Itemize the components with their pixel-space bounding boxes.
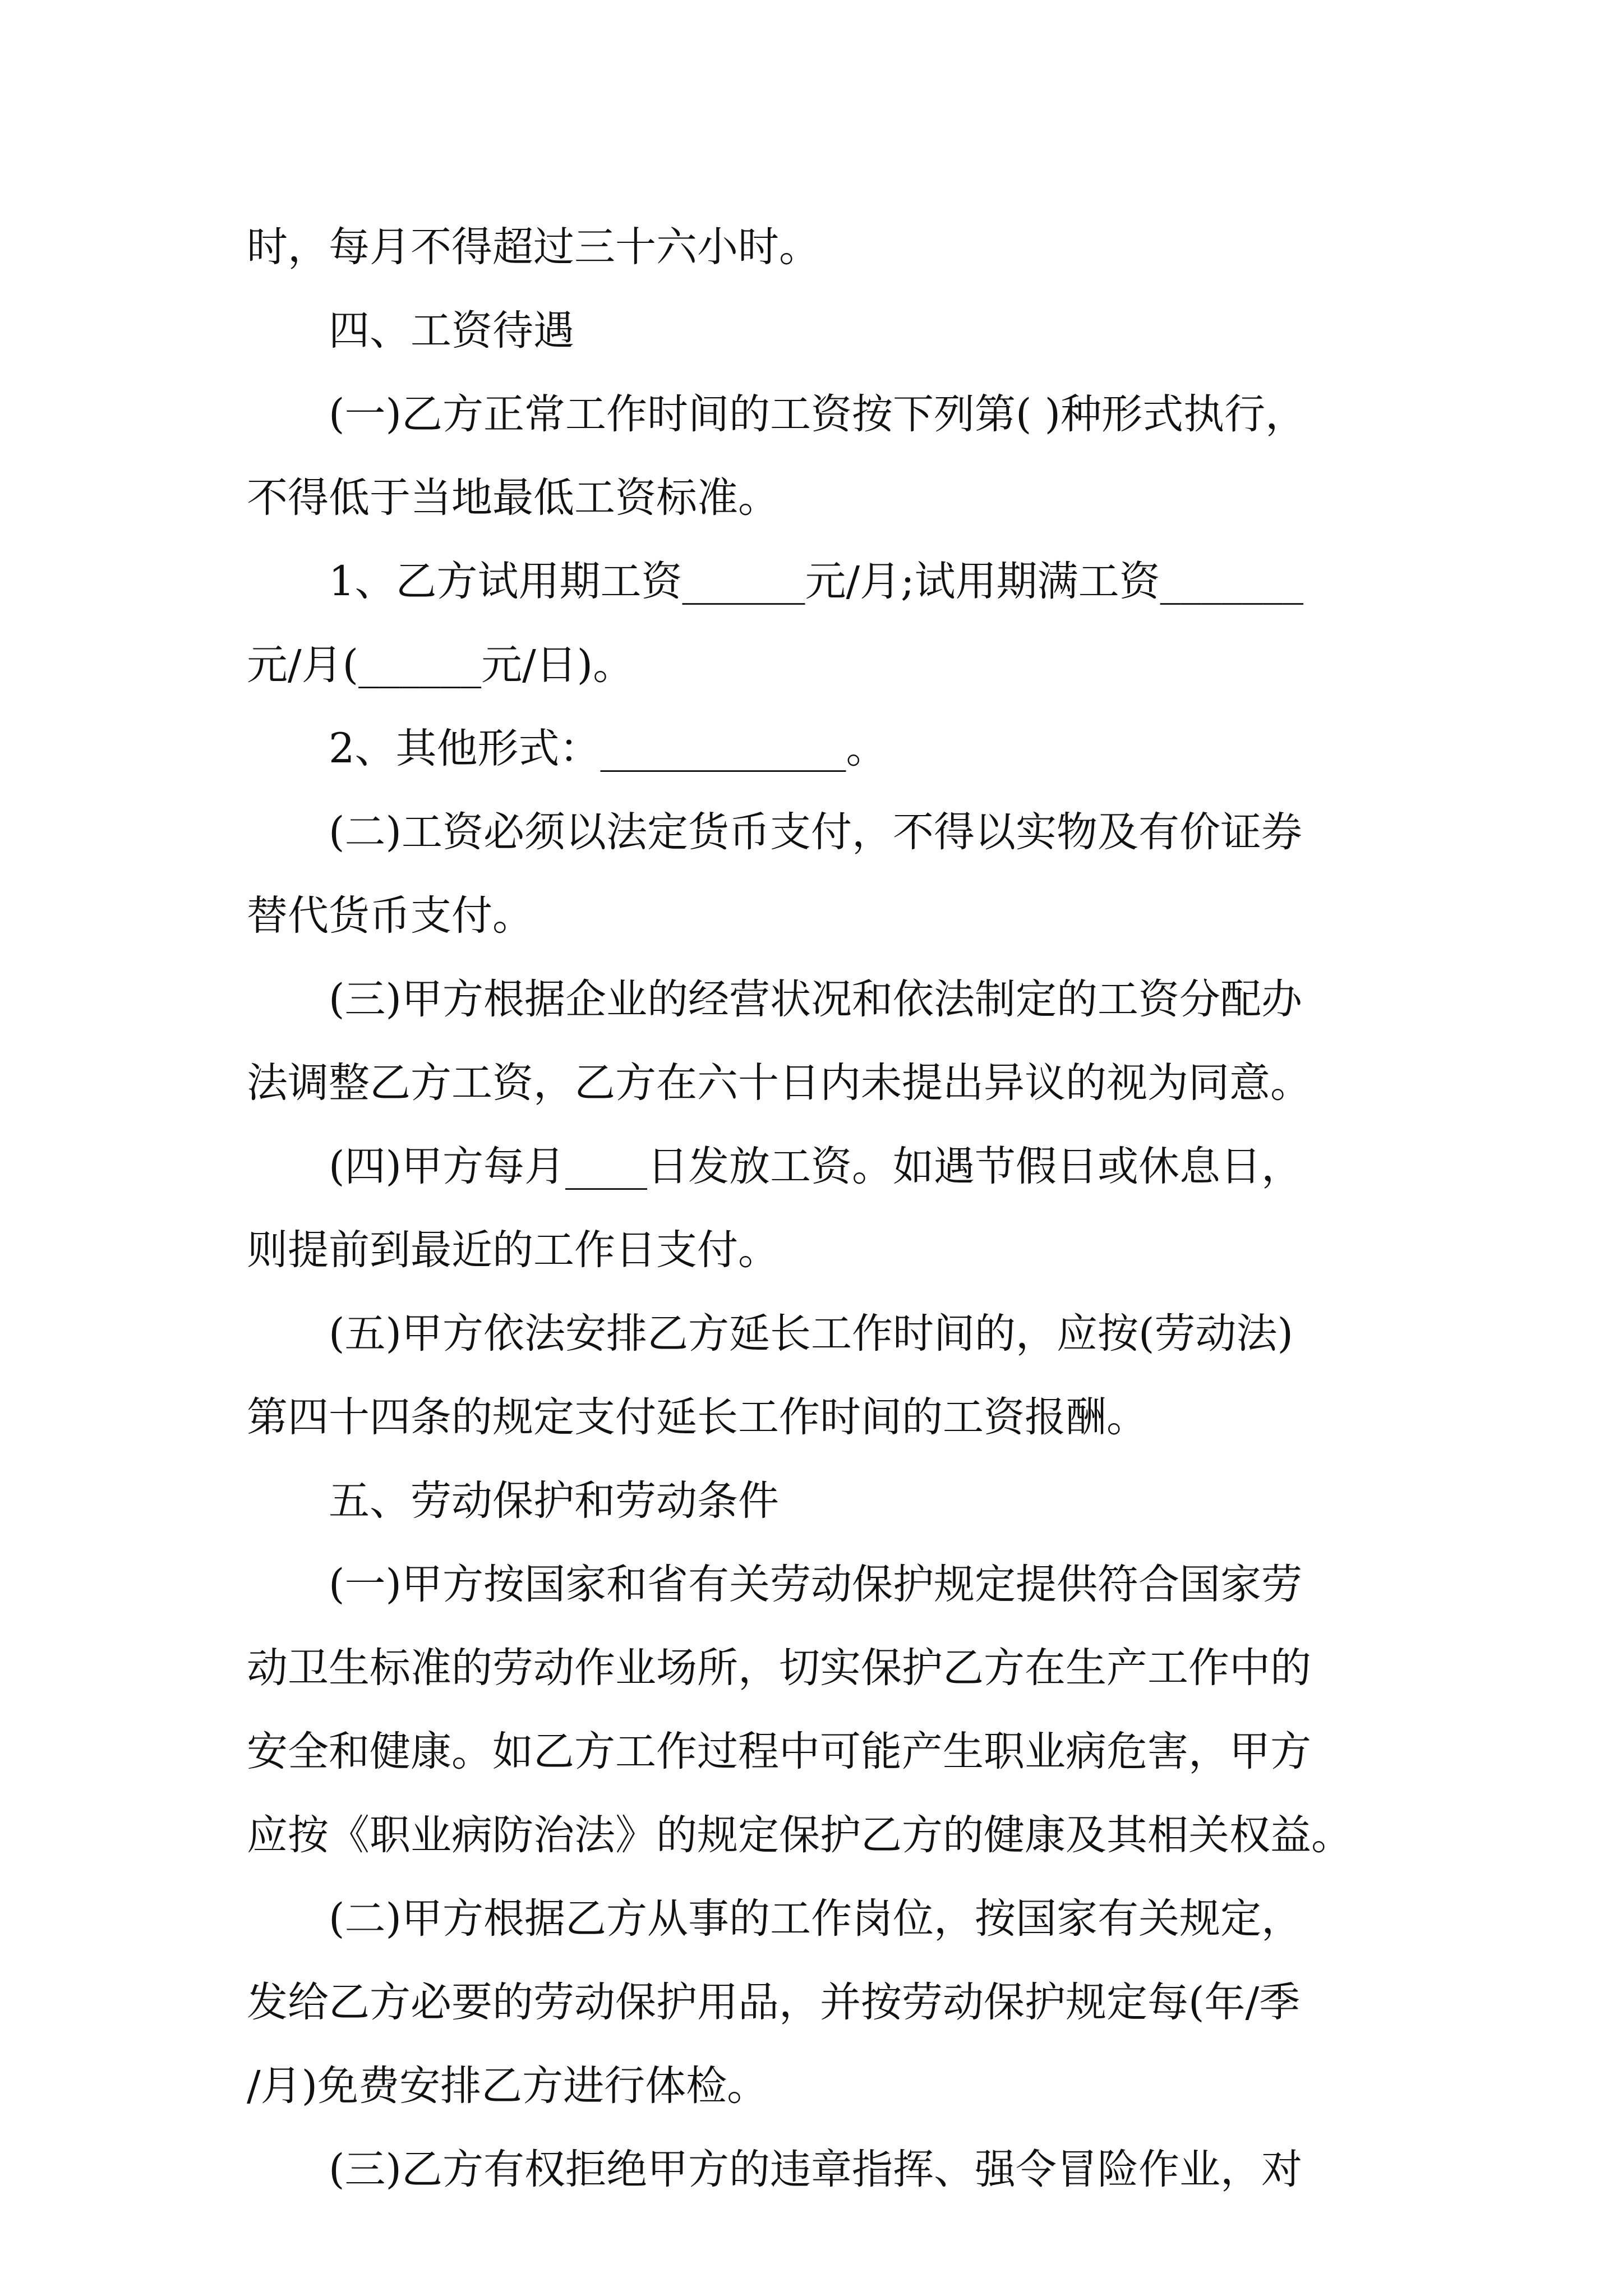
text-line: 则提前到最近的工作日支付。: [247, 1226, 779, 1274]
section-heading: 五、劳动保护和劳动条件: [329, 1477, 779, 1525]
text-line: 发给乙方必要的劳动保护用品，并按劳动保护规定每(年/季: [247, 1978, 1301, 2026]
text-line: (三)乙方有权拒绝甲方的违章指挥、强令冒险作业，对: [329, 2146, 1302, 2193]
text-line: 应按《职业病防治法》的规定保护乙方的健康及其相关权益。: [247, 1811, 1352, 1859]
text-line: 1、乙方试用期工资______元/月;试用期满工资_______: [329, 558, 1304, 605]
document-body: [247, 205, 1380, 2211]
text-line: 第四十四条的规定支付延长工作时间的工资报酬。: [247, 1393, 1147, 1441]
text-line: 时，每月不得超过三十六小时。: [247, 223, 820, 271]
text-line: 2、其他形式：____________。: [329, 725, 887, 772]
text-line: /月)免费安排乙方进行体检。: [247, 2062, 768, 2110]
text-line: (二)甲方根据乙方从事的工作岗位，按国家有关规定，: [329, 1895, 1302, 1943]
text-line: 替代货币支付。: [247, 892, 533, 940]
text-line: (三)甲方根据企业的经营状况和依法制定的工资分配办: [329, 976, 1302, 1023]
text-line: 法调整乙方工资，乙方在六十日内未提出异议的视为同意。: [247, 1059, 1311, 1107]
text-line: (五)甲方依法安排乙方延长工作时间的，应按(劳动法): [329, 1310, 1293, 1358]
text-line: (二)工资必须以法定货币支付，不得以实物及有价证券: [329, 808, 1302, 856]
text-line: 动卫生标准的劳动作业场所，切实保护乙方在生产工作中的: [247, 1644, 1311, 1692]
text-line: 元/月(______元/日)。: [247, 641, 634, 689]
text-line: (一)甲方按国家和省有关劳动保护规定提供符合国家劳: [329, 1561, 1302, 1608]
text-line: 安全和健康。如乙方工作过程中可能产生职业病危害，甲方: [247, 1728, 1311, 1775]
text-line: 不得低于当地最低工资标准。: [247, 474, 779, 522]
text-line: (四)甲方每月____日发放工资。如遇节假日或休息日，: [329, 1143, 1302, 1190]
section-heading: 四、工资待遇: [329, 307, 574, 355]
text-line: (一)乙方正常工作时间的工资按下列第( )种形式执行，: [329, 390, 1307, 438]
